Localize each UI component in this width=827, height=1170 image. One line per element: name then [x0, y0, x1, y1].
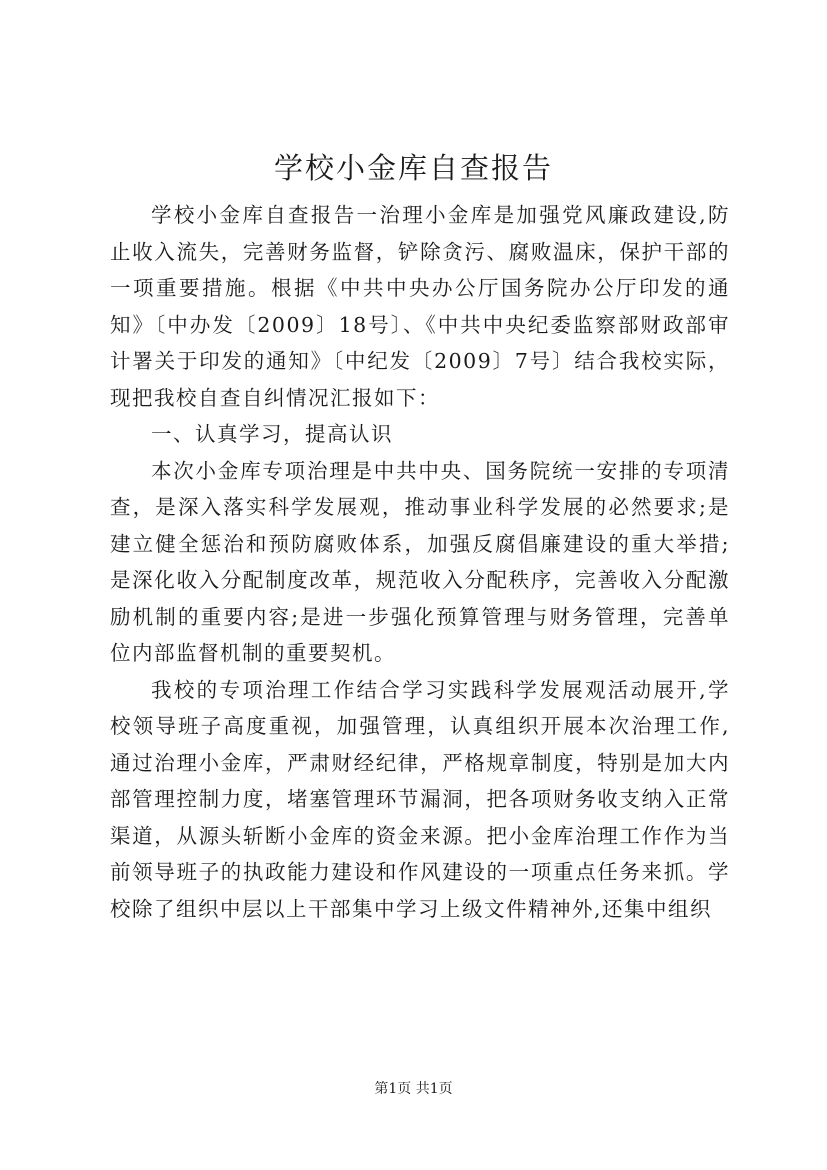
document-title: 学校小金库自查报告 [273, 151, 553, 185]
paragraph-significance: 本次小金库专项治理是中共中央、国务院统一安排的专项清查，是深入落实科学发展观，推动事业科学发展的必然要求;是建立健全惩治和预防腐败体系，加强反腐倡廉建设的重大举措;是深化收入分配制度改革，规范收入分配秩序，完善收入分配激励机制的重要内容;是进一步强化预算管理与财务管理，完善单位内部监督机制的重要契机。 [110, 458, 730, 665]
document-body [110, 197, 730, 927]
page-footer: 第1页 共1页 [374, 1081, 453, 1097]
section-heading-1: 一、认真学习，提高认识 [151, 422, 393, 446]
paragraph-intro: 学校小金库自查报告一治理小金库是加强党风廉政建设,防止收入流失，完善财务监督，铲除贪污、腐败温床，保护干部的一项重要措施。根据《中共中央办公厅国务院办公厅印发的通知》〔中办发〔2009〕18号〕、《中共中央纪委监察部财政部审计署关于印发的通知》〔中纪发〔2009〕7号〕结合我校实际，现把我校自查自纠情况汇报如下： [110, 203, 730, 410]
paragraph-school-work: 我校的专项治理工作结合学习实践科学发展观活动展开,学校领导班子高度重视，加强管理，认真组织开展本次治理工作,通过治理小金库，严肃财经纪律，严格规章制度，特别是加大内部管理控制力度，堵塞管理环节漏洞，把各项财务收支纳入正常渠道，从源头斩断小金库的资金来源。把小金库治理工作作为当前领导班子的执政能力建设和作风建设的一项重点任务来抓。学校除了组织中层以上干部集中学习上级文件精神外,还集中组织 [110, 677, 730, 921]
